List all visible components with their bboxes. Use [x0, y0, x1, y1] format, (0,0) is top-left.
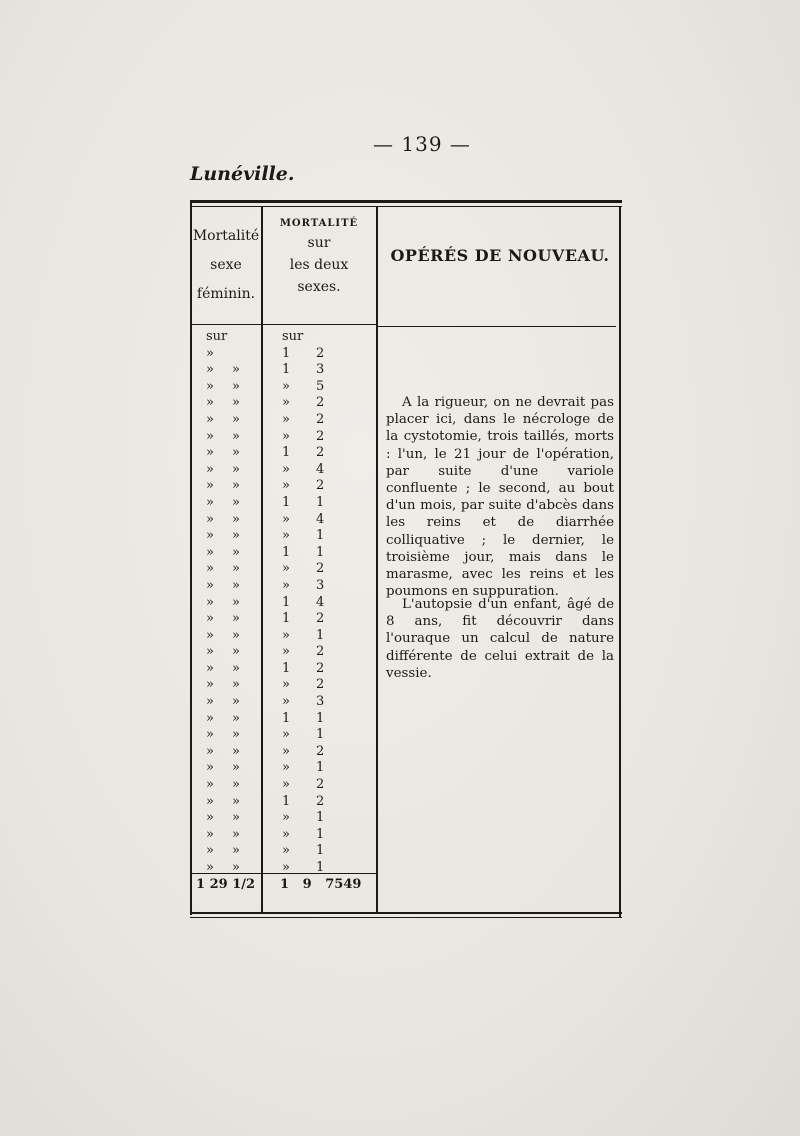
table-cell: »: [282, 677, 290, 693]
table-row: [192, 462, 374, 479]
header-line: les deux: [289, 257, 349, 273]
table-cell: 1: [316, 810, 325, 826]
table-cell: 3: [316, 577, 325, 593]
table-cell: »: [206, 644, 214, 660]
table-cell: »: [206, 428, 214, 444]
table-cell: 1: [316, 544, 325, 560]
table-cell: »: [232, 611, 240, 627]
table-cell: 1: [316, 494, 325, 510]
table-cell: »: [232, 395, 240, 411]
header-line: Mortalité: [192, 228, 260, 244]
table-rows: [192, 329, 374, 877]
table-cell: 4: [316, 594, 325, 610]
table-cell: »: [282, 727, 290, 743]
table-cell: 1: [316, 528, 325, 544]
table-row: [192, 744, 374, 761]
table-cell: »: [232, 644, 240, 660]
table-row: [192, 545, 374, 562]
table-cell: »: [232, 694, 240, 710]
table-cell: »: [282, 378, 290, 394]
table-cell: 2: [316, 677, 325, 693]
table-cell: 2: [316, 411, 325, 427]
table-cell: 1: [282, 793, 291, 809]
table-cell: 3: [316, 694, 325, 710]
table-cell: »: [206, 810, 214, 826]
table-cell: »: [232, 511, 240, 527]
table-cell: »: [206, 660, 214, 676]
table-cell: 2: [316, 428, 325, 444]
table-cell: »: [206, 627, 214, 643]
table-cell: 2: [316, 345, 325, 361]
table-cell: »: [206, 677, 214, 693]
table-cell: 2: [316, 743, 325, 759]
table-cell: »: [206, 528, 214, 544]
header-caps: MORTALITÉ: [279, 218, 359, 229]
table-cell: »: [232, 528, 240, 544]
table-cell: 2: [316, 478, 325, 494]
header-line: sur: [307, 235, 331, 251]
table-row: [192, 561, 374, 578]
table-cell: »: [206, 694, 214, 710]
table-top-rule: [190, 200, 622, 203]
table-row: [192, 661, 374, 678]
table-cell: »: [282, 411, 290, 427]
table-cell: 2: [316, 445, 325, 461]
table-row: [192, 495, 374, 512]
table-cell: 2: [316, 644, 325, 660]
table-cell: »: [232, 411, 240, 427]
table-cell: 1: [282, 594, 291, 610]
table-cell: »: [232, 743, 240, 759]
table-row: [192, 827, 374, 844]
table-cell: »: [282, 826, 290, 842]
table-bottom-rule-thin: [190, 917, 622, 918]
paragraph-text: L'autopsie d'un enfant, âgé de 8 ans, fit découvrir dans l'ouraque un calcul de nature différente de celui extrait de la vessie.: [386, 597, 614, 681]
sur-label: sur: [206, 329, 228, 344]
table-cell: »: [206, 362, 214, 378]
table-row: [192, 760, 374, 777]
table-cell: »: [206, 478, 214, 494]
table-row: [192, 628, 374, 645]
table-row: [192, 512, 374, 529]
table-cell: »: [232, 544, 240, 560]
sur-row: [192, 329, 374, 346]
table-row: [192, 810, 374, 827]
table-cell: »: [282, 528, 290, 544]
table-cell: 3: [316, 362, 325, 378]
table-cell: »: [232, 362, 240, 378]
page-number: — 139 —: [373, 132, 471, 156]
table-cell: »: [282, 644, 290, 660]
table-cell: 1: [282, 710, 291, 726]
table-cell: 4: [316, 461, 325, 477]
table-cell: 1: [282, 345, 291, 361]
table-cell: 4: [316, 511, 325, 527]
table-cell: »: [206, 710, 214, 726]
table-row: [192, 611, 374, 628]
table-cell: »: [232, 577, 240, 593]
table-row: [192, 777, 374, 794]
table-cell: »: [282, 461, 290, 477]
table-cell: »: [206, 760, 214, 776]
table-row: [192, 644, 374, 661]
table-cell: »: [282, 478, 290, 494]
table-cell: »: [206, 843, 214, 859]
table-row: [192, 346, 374, 363]
header-line: sexe: [210, 257, 242, 273]
table-cell: »: [206, 511, 214, 527]
table-cell: »: [206, 544, 214, 560]
table-cell: »: [282, 760, 290, 776]
table-cell: »: [282, 777, 290, 793]
total-both: 1 9 7549: [280, 877, 362, 892]
table-cell: 1: [316, 826, 325, 842]
table-row: [192, 860, 374, 877]
paragraph-text: A la rigueur, on ne devrait pas placer ici, dans le nécrologe de la cystotomie, trois taillés, morts : l'un, le 21 jour de l'opération, par suite d'une variole confluente ; le second, au bout d'un mois, par suite d'abcès dans les reins et de diarrhée colliquative ; le dernier, le troisième jour, mais dans le marasme, avec les reins et les poumons en suppuration.: [386, 395, 614, 600]
table-cell: 1: [282, 494, 291, 510]
table-bottom-rule: [190, 912, 622, 914]
table-cell: 2: [316, 793, 325, 809]
table-cell: »: [232, 660, 240, 676]
table-cell: »: [206, 461, 214, 477]
table-cell: »: [232, 478, 240, 494]
table-row: [192, 843, 374, 860]
table-cell: 2: [316, 561, 325, 577]
table-row: [192, 677, 374, 694]
paragraph-1: [386, 394, 614, 600]
table-cell: 2: [316, 777, 325, 793]
table-row: [192, 595, 374, 612]
table-cell: »: [206, 561, 214, 577]
table-cell: »: [206, 826, 214, 842]
table-cell: »: [282, 577, 290, 593]
table-cell: »: [232, 445, 240, 461]
header-reoperated: OPÉRÉS DE NOUVEAU.: [390, 246, 610, 265]
table-cell: »: [206, 860, 214, 875]
total-female: 1 29 1/2: [196, 877, 256, 892]
table-row: [192, 794, 374, 811]
table-cell: »: [206, 611, 214, 627]
table-cell: 1: [282, 544, 291, 560]
sur-label: sur: [282, 329, 304, 344]
table-cell: »: [232, 843, 240, 859]
table-cell: »: [282, 843, 290, 859]
header-mortality-female: [192, 222, 260, 309]
table-row: [192, 362, 374, 379]
table-row: [192, 478, 374, 495]
table-cell: »: [232, 428, 240, 444]
table-cell: 5: [316, 378, 325, 394]
header-mortality-both: [264, 216, 374, 298]
table-cell: 2: [316, 611, 325, 627]
table-cell: »: [282, 743, 290, 759]
table-cell: »: [206, 395, 214, 411]
table-cell: »: [206, 411, 214, 427]
header-bottom-rule-right: [378, 326, 616, 327]
column-divider-2: [376, 206, 378, 913]
table-row: [192, 694, 374, 711]
table-cell: »: [282, 694, 290, 710]
table-cell: »: [232, 677, 240, 693]
table-cell: 1: [316, 760, 325, 776]
paragraph-2: [386, 596, 614, 682]
table-cell: »: [282, 511, 290, 527]
table-cell: »: [232, 494, 240, 510]
table-cell: »: [206, 777, 214, 793]
table-row: [192, 429, 374, 446]
table-cell: »: [232, 561, 240, 577]
table-cell: 1: [282, 611, 291, 627]
table-cell: »: [206, 494, 214, 510]
table-row: [192, 445, 374, 462]
table-cell: 1: [282, 660, 291, 676]
header-line: féminin.: [196, 286, 256, 302]
table-row: [192, 727, 374, 744]
row-container: [192, 346, 374, 877]
table-cell: 1: [282, 362, 291, 378]
table-cell: 1: [316, 727, 325, 743]
header-line: sexes.: [297, 279, 341, 295]
table-cell: 1: [316, 843, 325, 859]
table-cell: 1: [282, 445, 291, 461]
table-cell: »: [232, 710, 240, 726]
table-cell: »: [282, 561, 290, 577]
table-cell: »: [206, 743, 214, 759]
table-cell: »: [232, 810, 240, 826]
table-cell: »: [232, 727, 240, 743]
table-cell: »: [206, 345, 214, 361]
table-cell: »: [232, 777, 240, 793]
table-cell: »: [232, 627, 240, 643]
table-cell: »: [282, 810, 290, 826]
table-cell: »: [282, 395, 290, 411]
table-cell: »: [232, 461, 240, 477]
table-cell: »: [206, 378, 214, 394]
table-cell: »: [232, 378, 240, 394]
table-cell: »: [232, 793, 240, 809]
place-heading: Lunéville.: [190, 163, 295, 185]
table-row: [192, 711, 374, 728]
table-cell: »: [206, 577, 214, 593]
table-cell: 2: [316, 660, 325, 676]
header-bottom-rule: [190, 324, 376, 325]
table-right-border: [619, 206, 621, 918]
table-cell: »: [282, 627, 290, 643]
table-cell: »: [232, 594, 240, 610]
table-cell: »: [232, 860, 240, 875]
table-cell: 2: [316, 395, 325, 411]
table-cell: 1: [316, 710, 325, 726]
table-cell: 1: [316, 860, 325, 875]
table-row: [192, 395, 374, 412]
table-cell: »: [232, 760, 240, 776]
table-cell: »: [232, 826, 240, 842]
table-row: [192, 379, 374, 396]
table-cell: »: [206, 727, 214, 743]
table-row: [192, 528, 374, 545]
table-cell: »: [282, 860, 290, 875]
table-cell: »: [206, 445, 214, 461]
table-top-rule-thin: [190, 206, 622, 207]
table-row: [192, 578, 374, 595]
table-cell: 1: [316, 627, 325, 643]
table-cell: »: [206, 594, 214, 610]
table-row: [192, 412, 374, 429]
table-cell: »: [206, 793, 214, 809]
table-cell: »: [282, 428, 290, 444]
